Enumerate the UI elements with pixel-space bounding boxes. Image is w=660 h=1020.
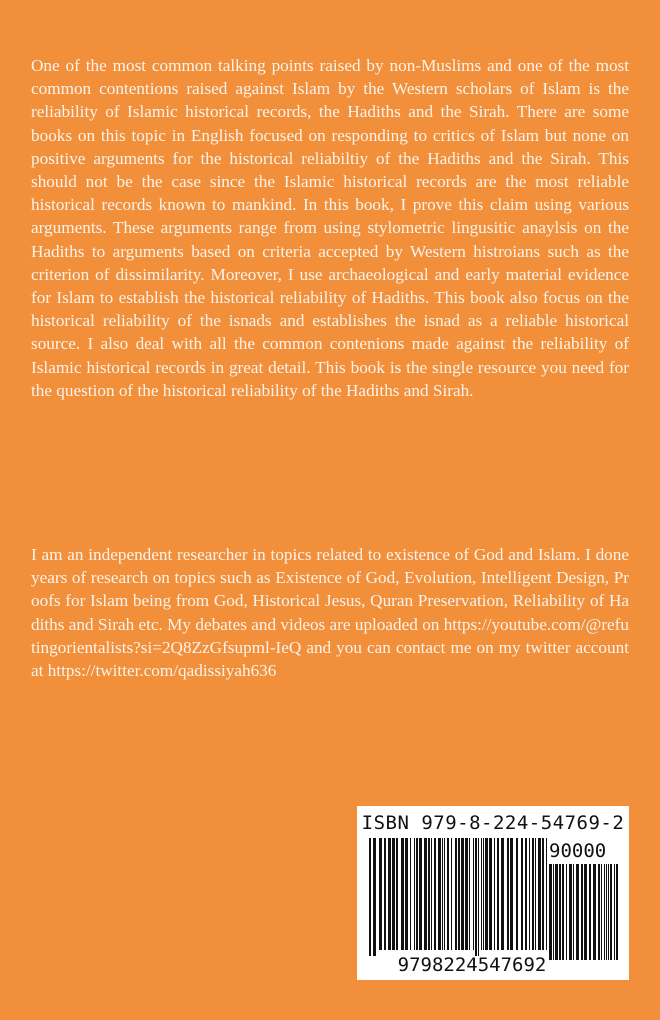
barcode-bar bbox=[538, 838, 541, 950]
addon-bar bbox=[614, 864, 615, 960]
barcode-bar bbox=[438, 838, 441, 950]
barcode-bar bbox=[424, 838, 427, 950]
author-bio: I am an independent researcher in topics related to existence of God and Islam. I done years of research on topics such as Existence of God, Evolution, Intelligent Design, Proofs for Islam being from God, Historical Jesus, Quran Preservation, Reliability of Hadiths and Sirah etc. My debates and videos are uploaded on https://youtube.com/@refutingorientalists?si=2Q8ZzGfsupml-IeQ and you can contact me on my twitter account at https://twitter.com/qadissiyah636 bbox=[31, 545, 629, 681]
addon-bar bbox=[566, 864, 567, 960]
barcode-bar bbox=[481, 838, 482, 950]
addon-bar bbox=[573, 864, 574, 960]
addon-bar bbox=[569, 864, 572, 960]
addon-bar bbox=[616, 864, 618, 960]
barcode-bar bbox=[535, 838, 536, 950]
barcode-bar bbox=[461, 838, 464, 950]
barcode-bar bbox=[405, 838, 408, 950]
addon-bar bbox=[601, 864, 602, 960]
barcode-bar bbox=[414, 838, 415, 950]
barcode-bar bbox=[401, 838, 404, 950]
barcode-bar bbox=[442, 838, 443, 950]
addon-bar bbox=[559, 864, 561, 960]
barcode-bar bbox=[473, 838, 474, 950]
addon-bar bbox=[606, 864, 607, 960]
barcode-bar bbox=[529, 838, 530, 950]
barcode-bar bbox=[388, 838, 391, 950]
barcode-bar bbox=[434, 838, 436, 950]
price-code: 90000 bbox=[549, 840, 607, 862]
addon-bar bbox=[555, 864, 558, 960]
barcode-bar bbox=[525, 838, 527, 950]
barcode-bar bbox=[475, 838, 477, 956]
barcode-bar bbox=[489, 838, 492, 950]
isbn-label: ISBN 979-8-224-54769-2 bbox=[361, 812, 625, 834]
barcode-bar bbox=[507, 838, 509, 950]
addon-bar bbox=[593, 864, 596, 960]
barcode-panel bbox=[357, 806, 629, 980]
addon-bar bbox=[581, 864, 583, 960]
addon-bar bbox=[604, 864, 605, 960]
barcode-bar bbox=[497, 838, 499, 950]
barcode-bar bbox=[379, 838, 382, 950]
barcode-bar bbox=[458, 838, 460, 950]
barcode-bar bbox=[542, 838, 544, 950]
barcode-bar bbox=[428, 838, 430, 950]
barcode-bar bbox=[444, 838, 445, 950]
book-description: One of the most common talking points raised by non-Muslims and one of the most common contentions raised against Islam by the Western scholars of Islam is the reliability of Islamic historical records, the Hadiths and the Sirah. There are some books on this topic in English focused on responding to critics of Islam but none on positive arguments for the historical reliabiltiy of the Hadiths and the Sirah. This should not be the case since the Islamic historical records are the most reliable historical records known to mankind. In this book, I prove this claim using various arguments. These arguments range from using stylometric lingusitic anaylsis on the Hadiths to arguments based on criteria accepted by Western histroians such as the criterion of dissimilarity. Moreover, I use archaeological and early material evidence for Islam to establish the historical reliability of Hadiths. This book also focus on the historical reliability of the isnads and establishes the isnad as a reliable historical source. I also deal with all the common contenions made against the reliability of Islamic historical records in great detail. This book is the single resource you need for the question of the historical reliability of the Hadiths and Sirah. bbox=[31, 56, 629, 400]
barcode-bar bbox=[510, 838, 513, 950]
barcode-bar bbox=[392, 838, 395, 950]
addon-bar bbox=[589, 864, 591, 960]
barcode-bar bbox=[373, 838, 376, 956]
barcode-bar bbox=[485, 838, 488, 950]
addon-bar bbox=[610, 864, 612, 960]
addon-bar bbox=[549, 864, 552, 960]
barcode-bar bbox=[447, 838, 449, 950]
barcode-bar bbox=[532, 838, 534, 950]
barcode-bar bbox=[469, 838, 470, 950]
addon-bar bbox=[576, 864, 579, 960]
addon-bar bbox=[562, 864, 564, 960]
addon-bar bbox=[553, 864, 554, 960]
barcode-bar bbox=[431, 838, 432, 950]
barcode-bar bbox=[465, 838, 468, 950]
barcode-bar bbox=[494, 838, 495, 950]
addon-bar bbox=[598, 864, 600, 960]
barcode-bar bbox=[521, 838, 523, 950]
barcode-bar bbox=[501, 838, 504, 950]
barcode-bar bbox=[516, 838, 518, 950]
barcode-bar bbox=[396, 838, 398, 950]
barcode-bar bbox=[369, 838, 371, 956]
barcode-bar bbox=[416, 838, 418, 950]
barcode-bar bbox=[546, 838, 547, 950]
barcode-bar bbox=[478, 838, 479, 956]
addon-bar bbox=[608, 864, 609, 960]
barcode-bar bbox=[451, 838, 452, 950]
barcode-bar bbox=[419, 838, 422, 950]
barcode-bar bbox=[483, 838, 484, 950]
barcode-digits: 9798224547692 bbox=[397, 954, 547, 976]
addon-bar bbox=[584, 864, 587, 960]
barcode-bar bbox=[455, 838, 457, 950]
barcode-bar bbox=[410, 838, 411, 950]
barcode-bar bbox=[384, 838, 386, 950]
